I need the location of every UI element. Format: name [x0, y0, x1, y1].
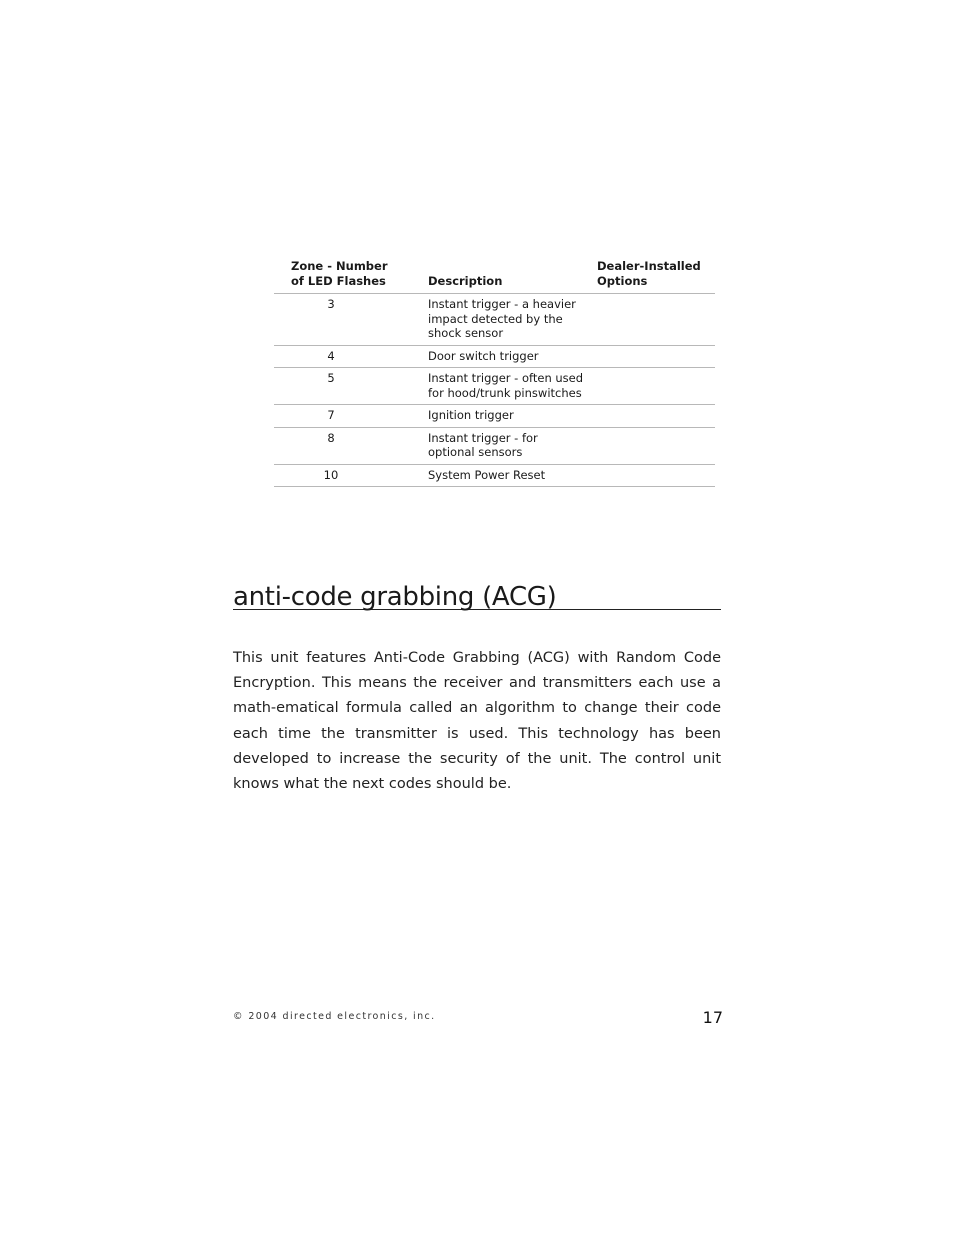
- options-cell: [597, 427, 715, 464]
- page-number: 17: [702, 1008, 723, 1027]
- zone-cell: 4: [274, 345, 428, 368]
- options-cell: [597, 464, 715, 487]
- description-cell: Instant trigger - a heavier impact detected by the shock sensor: [428, 294, 597, 346]
- zone-cell: 7: [274, 405, 428, 428]
- table-row: [274, 345, 715, 368]
- zone-cell: 10: [274, 464, 428, 487]
- zone-table: [274, 256, 715, 487]
- section-title: anti-code grabbing (ACG): [233, 578, 721, 610]
- header-description: Description: [428, 256, 597, 294]
- header-zone-line1: Zone - Number: [291, 259, 388, 273]
- description-cell: Door switch trigger: [428, 345, 597, 368]
- body-paragraph: This unit features Anti-Code Grabbing (ACG) with Random Code Encryption. This means the receiver and transmitters each use a math-ematical formula called an algorithm to change their code each time the transmitter is used. This technology has been developed to increase the security of the unit. The control unit knows what the next codes should be.: [233, 650, 721, 793]
- options-cell: [597, 345, 715, 368]
- table-row: [274, 427, 715, 464]
- description-cell: System Power Reset: [428, 464, 597, 487]
- table-row: [274, 405, 715, 428]
- table-header-row: [274, 256, 715, 294]
- options-cell: [597, 294, 715, 346]
- table-row: [274, 464, 715, 487]
- zone-cell: 8: [274, 427, 428, 464]
- header-options-line2: Options: [597, 274, 648, 288]
- zone-cell: 3: [274, 294, 428, 346]
- description-cell: Instant trigger - often used for hood/trunk pinswitches: [428, 368, 597, 405]
- options-cell: [597, 368, 715, 405]
- description-cell: Instant trigger - for optional sensors: [428, 427, 597, 464]
- header-options-line1: Dealer-Installed: [597, 259, 701, 273]
- header-zone: [274, 256, 428, 294]
- description-cell: Ignition trigger: [428, 405, 597, 428]
- header-zone-line2: of LED Flashes: [291, 274, 386, 288]
- table-row: [274, 368, 715, 405]
- header-options: [597, 256, 715, 294]
- zone-cell: 5: [274, 368, 428, 405]
- options-cell: [597, 405, 715, 428]
- copyright-notice: © 2004 directed electronics, inc.: [233, 1011, 436, 1022]
- table-row: [274, 294, 715, 346]
